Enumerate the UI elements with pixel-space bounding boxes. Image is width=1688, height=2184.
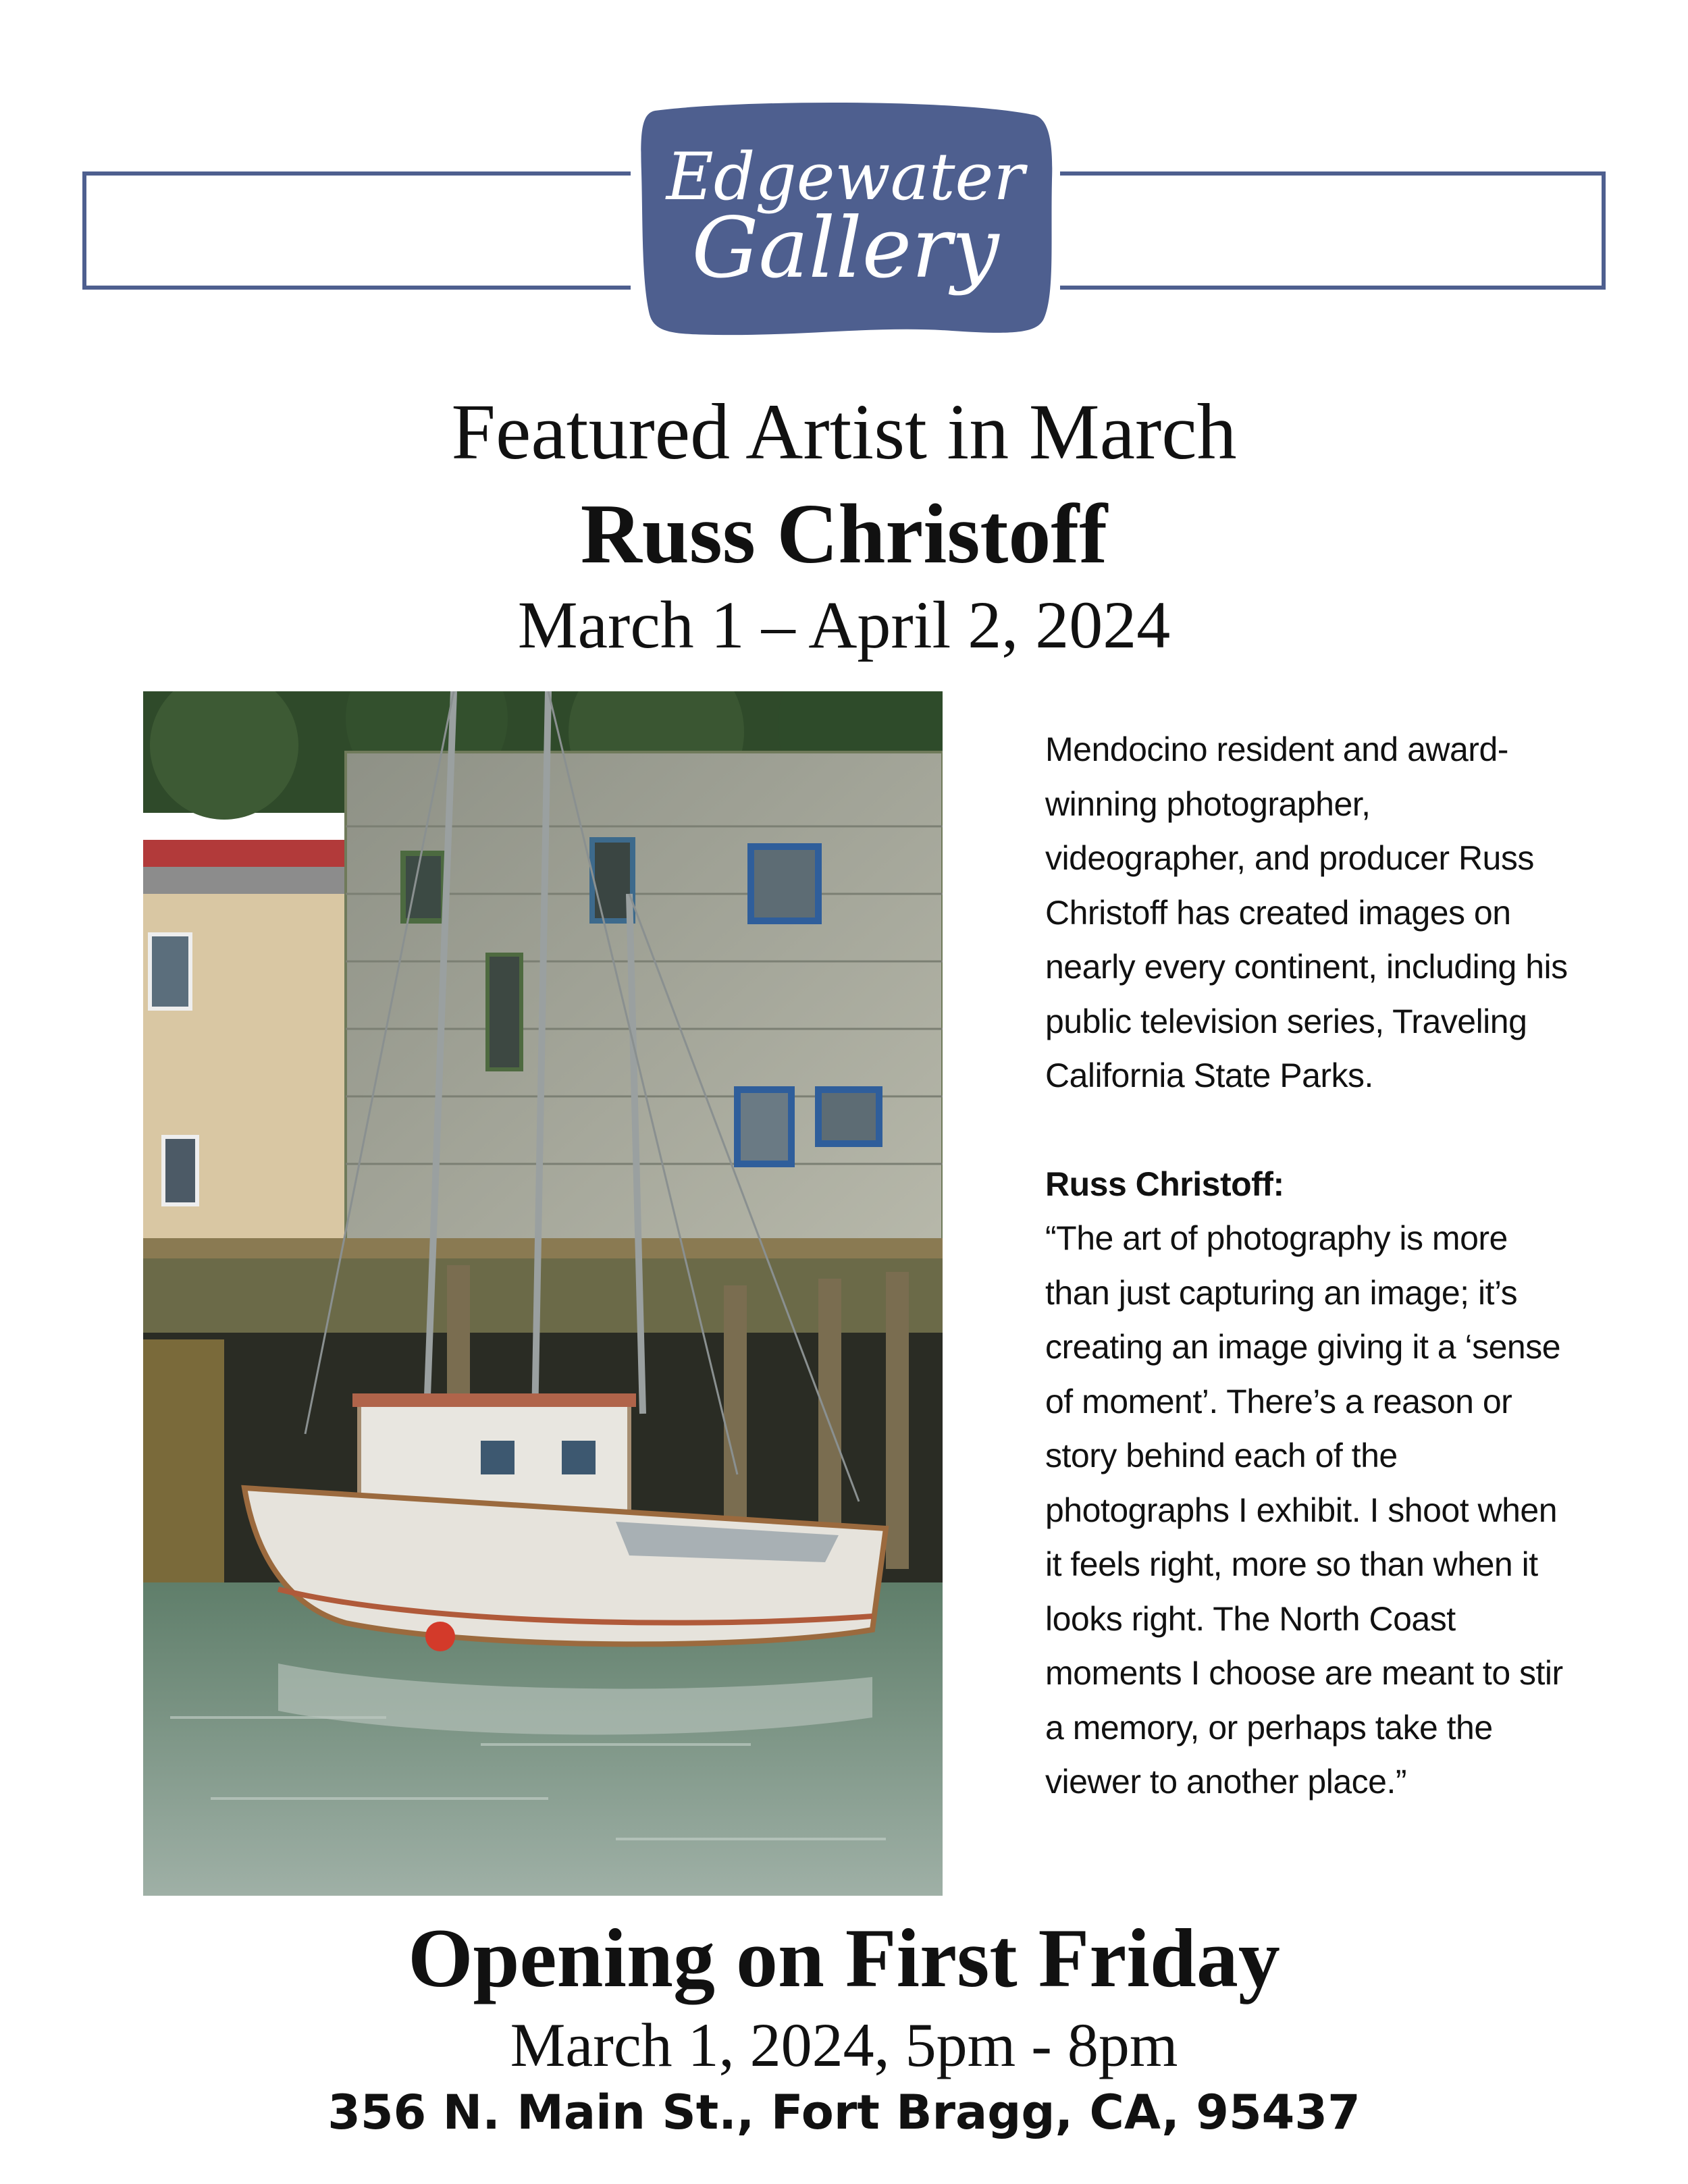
boat-photo-illustration bbox=[143, 691, 943, 1896]
event-datetime: March 1, 2024, 5pm - 8pm bbox=[510, 2010, 1178, 2079]
featured-photo bbox=[143, 691, 943, 1896]
bio-intro: Mendocino resident and award-winning photographer, videographer, and producer Russ Christoff has created images on nearly every continent, including his public television series, Traveling California State Parks. bbox=[1045, 730, 1568, 1094]
exhibit-dates: March 1 – April 2, 2024 bbox=[517, 587, 1171, 662]
gallery-logo bbox=[635, 99, 1056, 340]
event-address: 356 N. Main St., Fort Bragg, CA, 95437 bbox=[327, 2085, 1361, 2140]
artist-quote: “The art of photography is more than just capturing an image; it’s creating an image giving it a ‘sense of moment’. There’s a reason or story behind each of the photographs I exhibit. I shoot when it feels right, more so than when it looks right. The North Coast moments I choose are meant to stir a memory, or perhaps take the viewer to another place.” bbox=[1045, 1219, 1563, 1801]
artist-name: Russ Christoff bbox=[580, 487, 1108, 581]
quote-attribution: Russ Christoff: bbox=[1045, 1165, 1284, 1203]
header-frame-right bbox=[1060, 171, 1606, 290]
logo-text-edgewater: Edgewater bbox=[666, 139, 1025, 215]
featured-title: Featured Artist in March bbox=[451, 388, 1237, 476]
header-frame-left bbox=[82, 171, 631, 290]
logo-text-gallery: Gallery bbox=[691, 200, 999, 297]
event-title: Opening on First Friday bbox=[408, 1912, 1280, 2004]
artist-bio bbox=[1045, 722, 1572, 1809]
